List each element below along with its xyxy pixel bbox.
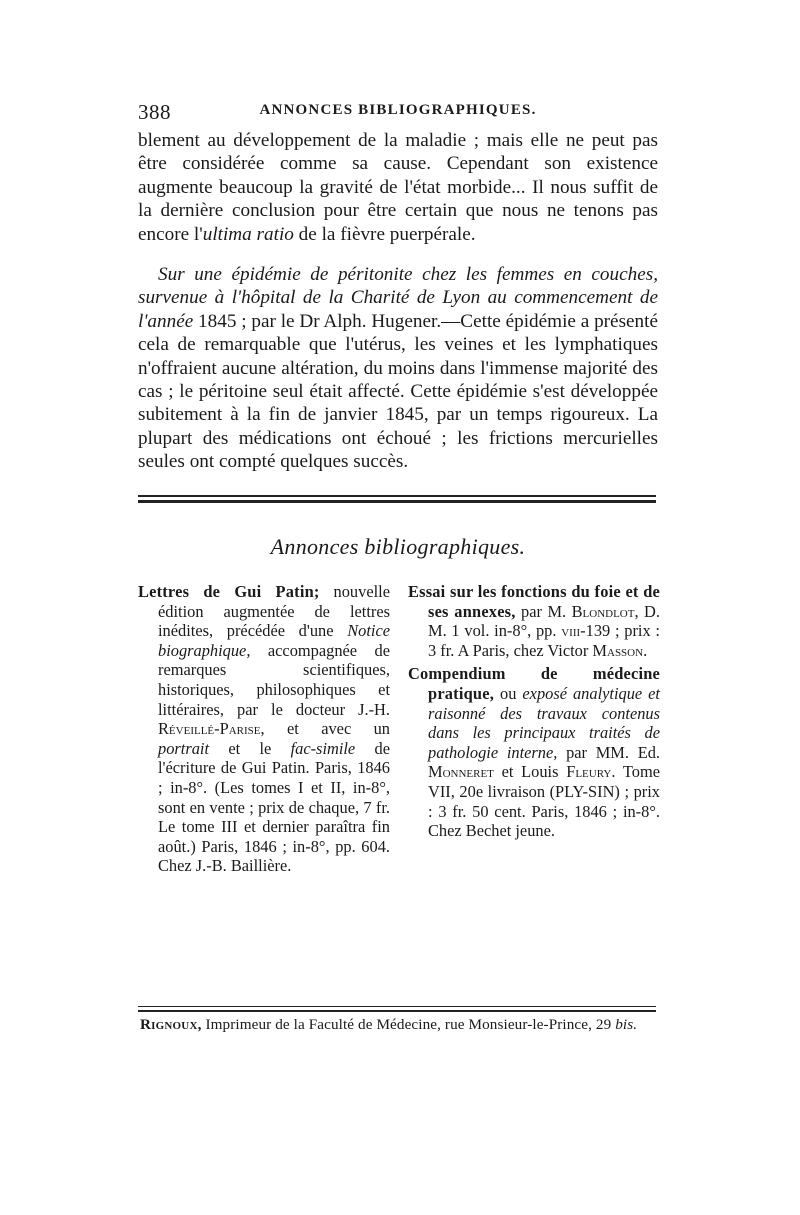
entry-text: et le <box>209 738 291 758</box>
entry-author: Monneret <box>428 762 494 782</box>
entry-italic: portrait <box>158 738 210 758</box>
imprint-italic: bis. <box>615 1016 638 1033</box>
entry-text: par M. <box>515 601 572 621</box>
printer-imprint <box>140 1016 660 1034</box>
paragraph-text: de la fièvre puerpérale. <box>293 223 476 245</box>
announcement-entry <box>408 664 660 840</box>
entry-author: Fleury <box>566 762 612 782</box>
running-head: ANNONCES BIBLIOGRAPHIQUES. <box>259 102 537 118</box>
divider-rule <box>138 1006 656 1007</box>
divider-rule <box>138 500 656 503</box>
entry-text: . Tome VII, 20e livraison (PLY-SIN) ; prix : 3 fr. 50 cent. Paris, 1846 ; in-8°. Chez Bechet jeune. <box>428 762 660 841</box>
paragraph-text: 1845 ; par le Dr Alph. Hugener.—Cette épidémie a présenté cela de remarquable que l'utérus, les veines et les lymphatiques n'offraient aucune altération, du moins dans l'immense majorité des cas ; le péritoine seul était affecté. Cette épidémie s'est développée subitement à la fin de janvier 1845, par un temps rigoureux. La plupart des médications ont échoué ; les frictions mercurielles seules ont compté quelques succès. <box>138 310 658 473</box>
entry-text: viii <box>561 621 581 641</box>
announcements-right-column <box>408 582 660 845</box>
entry-text: -139 ; prix : 3 fr. A Paris, chez Victor <box>428 621 660 660</box>
section-title: Annonces bibliographiques. <box>270 534 526 559</box>
page-number: 388 <box>138 100 171 124</box>
announcement-entry <box>138 582 390 876</box>
entry-author: Blondlot <box>571 601 635 621</box>
entry-text: accompagnée de remarques scientifiques, historiques, philosophiques et littéraires, par le docteur J.-H. <box>158 640 390 719</box>
entry-text: . <box>643 640 648 660</box>
entry-text: de l'écriture de Gui Patin. Paris, 1846 ; in-8°. (Les tomes I et II, in-8°, sont en vente ; prix de chaque, 7 fr. Le tome III et dernier paraîtra fin août.) Paris, 1846 ; in-8°, pp. 604. Chez J.-B. Baillière. <box>158 738 390 876</box>
entry-text: ou <box>494 683 523 703</box>
italic-phrase: ultima ratio <box>202 223 294 245</box>
entry-italic: Notice biographique, <box>158 621 390 660</box>
divider-rule <box>138 495 656 497</box>
imprint-text: Imprimeur de la Faculté de Médecine, rue Monsieur-le-Prince, 29 <box>201 1016 616 1033</box>
entry-publisher: Masson <box>592 640 644 660</box>
entry-author: Réveillé-Parise <box>158 719 261 739</box>
entry-text: , et avec un <box>260 719 390 739</box>
entry-text: , D. M. 1 vol. in-8°, pp. <box>428 601 660 641</box>
announcements-left-column <box>138 582 390 880</box>
paragraph-continuation <box>138 129 658 246</box>
entry-italic: exposé analytique et raisonné des travaux contenus dans les principaux traités de pathologie interne, <box>428 683 660 762</box>
paragraph-epidemic <box>138 263 658 474</box>
page-header <box>138 100 658 124</box>
entry-title: Compendium de médecine pratique, <box>408 664 660 703</box>
announcement-entry <box>408 582 660 660</box>
article-title: Sur une épidémie de péritonite chez les femmes en couches, survenue à l'hôpital de la Charité de Lyon au commencement de l'année <box>138 264 658 332</box>
entry-text: et Louis <box>493 762 567 782</box>
entry-title: Lettres de Gui Patin; <box>138 582 320 601</box>
entry-italic: fac-simile <box>290 738 356 758</box>
entry-title: Essai sur les fonctions du foie et de ses annexes, <box>408 582 660 621</box>
printer-name: Rignoux, <box>140 1016 202 1033</box>
entry-text: par MM. Ed. <box>557 742 660 762</box>
entry-text: nouvelle édition augmentée de lettres inédites, précédée d'une <box>158 582 390 641</box>
divider-rule <box>138 1010 656 1012</box>
paragraph-text: blement au développement de la maladie ; mais elle ne peut pas être considérée comme sa cause. Cependant son existence augmente beaucoup la gravité de l'état morbide... Il nous suffit de la dernière conclusion pour être certain que nous ne tenons pas encore l' <box>138 130 658 245</box>
